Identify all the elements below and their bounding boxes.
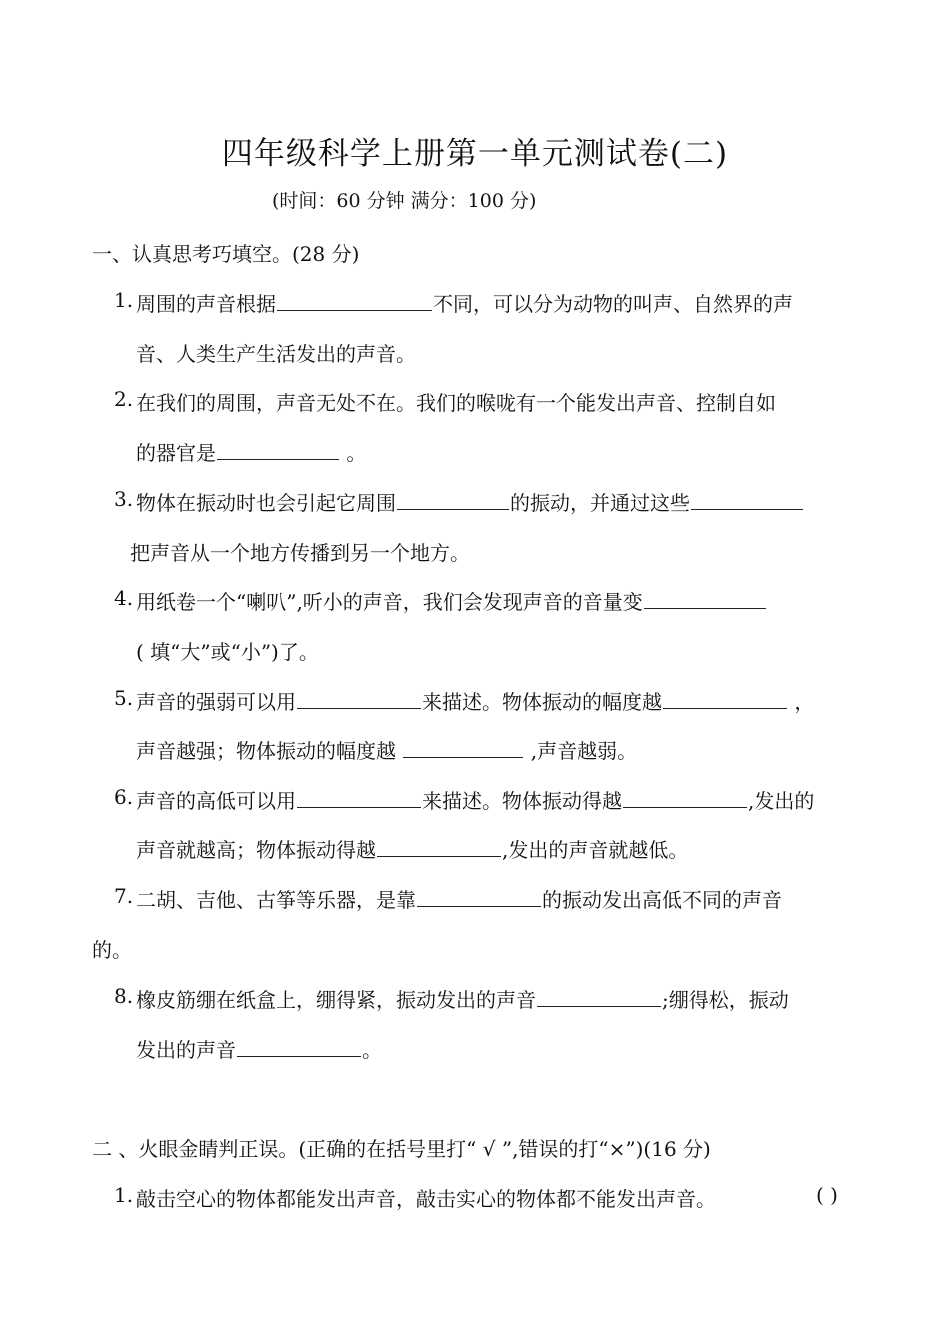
q6-blank-3[interactable] [377,855,501,857]
q2-line2 [136,437,366,466]
q6-blank-2[interactable] [623,806,747,808]
q3-text-b: 的振动，并通过这些 [510,491,690,515]
q6-line2 [136,834,688,863]
q5-blank-3[interactable] [403,756,523,758]
q6-text-b: 来描述。物体振动得越 [422,789,622,813]
q8-text-a: 橡皮筋绷在纸盒上，绷得紧，振动发出的声音 [136,988,536,1012]
section1-heading: 一、认真思考巧填空。(28 分) [92,242,360,266]
q2-text-c: 。 [340,441,367,465]
page-title: 四年级科学上册第一单元测试卷(二) [221,136,729,172]
q5-text-e: ,声音越弱。 [524,739,638,763]
q2-text-b: 的器官是 [136,441,216,465]
q3-number: 3. [114,487,134,511]
q8-blank-2[interactable] [237,1055,361,1057]
q5-line2 [136,735,637,764]
q2-blank[interactable] [217,458,339,460]
q5-text-d: 声音越强；物体振动的幅度越 [136,739,403,763]
q7-text-b: 的振动发出高低不同的声音 [542,888,782,912]
q1-text-a: 周围的声音根据 [136,292,276,316]
q5-blank-2[interactable] [663,707,787,709]
q4-line1 [136,586,767,615]
q2-line1: 在我们的周围，声音无处不在。我们的喉咙有一个能发出声音、控制自如 [136,391,776,415]
q1-line2: 音、人类生产生活发出的声音。 [136,342,416,366]
exam-info: (时间：60 分钟 满分：100 分) [272,190,537,212]
q5-text-c: ， [788,690,815,714]
q3-blank-1[interactable] [397,508,509,510]
q5-line1 [136,686,814,715]
q5-number: 5. [114,686,134,710]
q7-line2: 的。 [92,938,132,962]
q5-blank-1[interactable] [297,707,421,709]
s2-q1-answer-paren[interactable]: ( ) [816,1183,838,1207]
q5-text-b: 来描述。物体振动的幅度越 [422,690,662,714]
q3-text-a: 物体在振动时也会引起它周围 [136,491,396,515]
q8-blank-1[interactable] [537,1005,661,1007]
q8-number: 8. [114,984,134,1008]
q6-text-e: ,发出的声音就越低。 [502,838,689,862]
q6-line1 [136,785,814,814]
q4-blank[interactable] [644,607,766,609]
q2-number: 2. [114,387,134,411]
q7-text-a: 二胡、吉他、古筝等乐器，是靠 [136,888,416,912]
q4-number: 4. [114,586,134,610]
section2-heading: 二 、火眼金睛判正误。(正确的在括号里打“ √ ”,错误的打“×”)(16 分) [92,1137,711,1161]
s2-q1-number: 1. [114,1183,134,1207]
q1-blank[interactable] [277,309,432,311]
s2-q1-text: 敲击空心的物体都能发出声音，敲击实心的物体都不能发出声音。 [136,1187,716,1211]
q3-blank-2[interactable] [691,508,803,510]
q6-text-c: ,发出的 [748,789,815,813]
q6-text-d: 声音就越高；物体振动得越 [136,838,376,862]
q7-line1 [136,884,782,913]
q1-line1 [136,288,793,317]
q3-line1 [136,487,804,516]
q6-blank-1[interactable] [297,806,421,808]
q8-line2 [136,1034,382,1063]
q8-text-b: ;绷得松，振动 [662,988,789,1012]
q1-number: 1. [114,288,134,312]
q8-text-c: 发出的声音 [136,1038,236,1062]
q7-number: 7. [114,884,134,908]
q8-line1 [136,984,789,1013]
q6-text-a: 声音的高低可以用 [136,789,296,813]
q1-text-b: 不同，可以分为动物的叫声、自然界的声 [433,292,793,316]
q4-line2: ( 填“大”或“小”)了。 [136,640,319,664]
q8-text-d: 。 [362,1038,382,1062]
q7-blank[interactable] [417,905,541,907]
q4-text-a: 用纸卷一个“喇叭”,听小的声音，我们会发现声音的音量变 [136,590,643,614]
q3-line2: 把声音从一个地方传播到另一个地方。 [130,541,470,565]
q6-number: 6. [114,785,134,809]
q5-text-a: 声音的强弱可以用 [136,690,296,714]
